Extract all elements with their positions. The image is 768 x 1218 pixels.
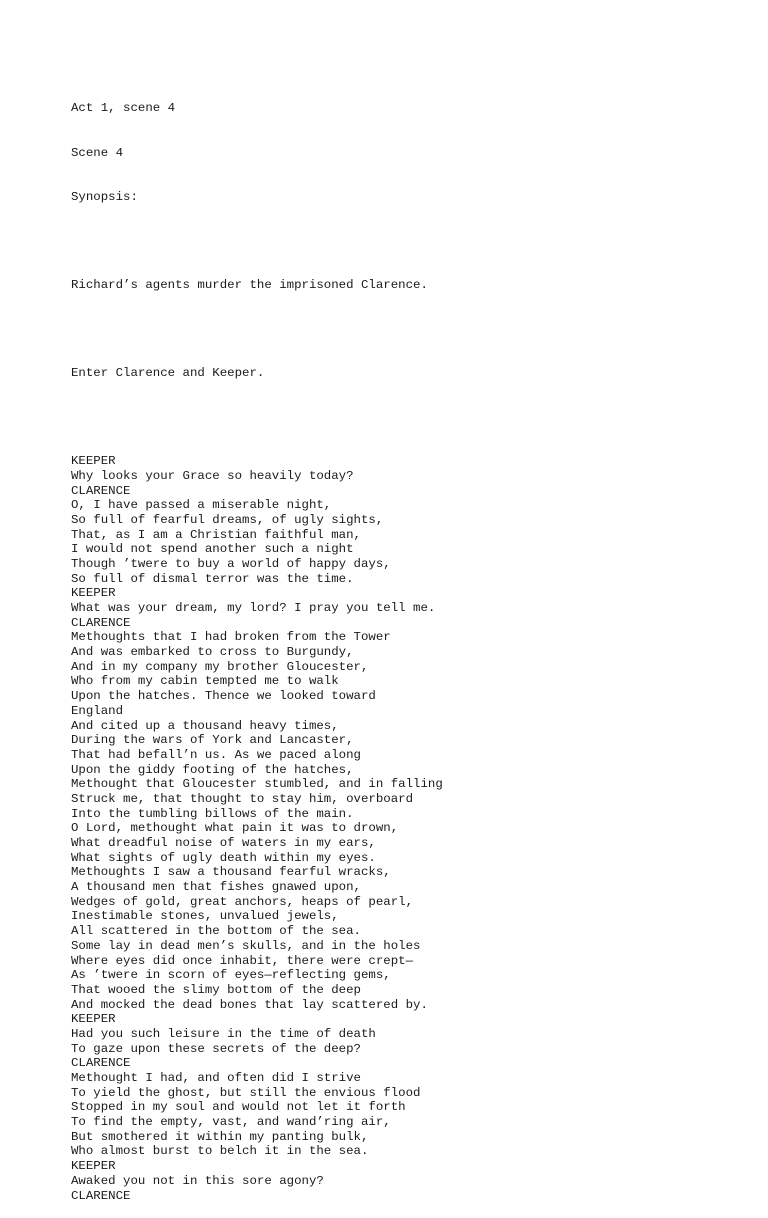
verse-line: Inestimable stones, unvalued jewels, [71, 909, 339, 924]
verse-line: Some lay in dead men’s skulls, and in the holes [71, 938, 421, 953]
stage-direction: Enter Clarence and Keeper. [71, 365, 265, 380]
speaker-name: KEEPER [71, 586, 116, 601]
speaker-name: KEEPER [71, 1159, 116, 1174]
verse-line: So full of dismal terror was the time. [71, 571, 354, 586]
verse-line: Methought I had, and often did I strive [71, 1071, 361, 1086]
verse-line: Into the tumbling billows of the main. [71, 806, 354, 821]
verse-line: England [71, 703, 124, 718]
verse-line: Upon the giddy footing of the hatches, [71, 762, 354, 777]
verse-line: Stopped in my soul and would not let it forth [71, 1100, 406, 1115]
verse-line: What was your dream, my lord? I pray you tell me. [71, 601, 436, 616]
verse-line: Who almost burst to belch it in the sea. [71, 1144, 369, 1159]
verse-line: All scattered in the bottom of the sea. [71, 924, 361, 939]
verse-line: Who from my cabin tempted me to walk [71, 674, 339, 689]
verse-line: O Lord, methought what pain it was to drown, [71, 821, 399, 836]
act-scene-heading: Act 1, scene 4 [71, 101, 176, 116]
scene-heading: Scene 4 [71, 145, 124, 160]
verse-line: Where eyes did once inhabit, there were crept— [71, 953, 414, 968]
verse-line: Methought that Gloucester stumbled, and in falling [71, 777, 443, 792]
verse-line: So full of fearful dreams, of ugly sights, [71, 512, 384, 527]
verse-line: Struck me, that thought to stay him, overboard [71, 791, 414, 806]
verse-line: A thousand men that fishes gnawed upon, [71, 880, 361, 895]
blank-line [71, 322, 443, 337]
verse-line: Though ’twere to buy a world of happy days, [71, 556, 391, 571]
speaker-name: CLARENCE [71, 615, 131, 630]
verse-line: Methoughts I saw a thousand fearful wracks, [71, 865, 391, 880]
verse-line: That wooed the slimy bottom of the deep [71, 982, 361, 997]
dialogue-block [71, 454, 443, 1203]
verse-line: To gaze upon these secrets of the deep? [71, 1041, 361, 1056]
speaker-name: CLARENCE [71, 1056, 131, 1071]
verse-line: That had befall’n us. As we paced along [71, 747, 361, 762]
verse-line: That, as I am a Christian faithful man, [71, 527, 361, 542]
verse-line: But smothered it within my panting bulk, [71, 1129, 369, 1144]
verse-line: Why looks your Grace so heavily today? [71, 468, 354, 483]
verse-line: And cited up a thousand heavy times, [71, 718, 339, 733]
verse-line: During the wars of York and Lancaster, [71, 733, 354, 748]
verse-line: And in my company my brother Gloucester, [71, 659, 369, 674]
verse-line: To find the empty, vast, and wand’ring air, [71, 1115, 391, 1130]
verse-line: Awaked you not in this sore agony? [71, 1173, 324, 1188]
verse-line: I would not spend another such a night [71, 542, 354, 557]
speaker-name: CLARENCE [71, 483, 131, 498]
verse-line: Had you such leisure in the time of death [71, 1026, 376, 1041]
verse-line: And was embarked to cross to Burgundy, [71, 645, 354, 660]
speaker-name: CLARENCE [71, 1188, 131, 1203]
verse-line: Wedges of gold, great anchors, heaps of pearl, [71, 894, 414, 909]
synopsis-label: Synopsis: [71, 189, 138, 204]
verse-line: O, I have passed a miserable night, [71, 498, 332, 513]
verse-line: What sights of ugly death within my eyes. [71, 850, 376, 865]
verse-line: And mocked the dead bones that lay scattered by. [71, 997, 428, 1012]
play-text-document [71, 72, 443, 1218]
synopsis-text: Richard’s agents murder the imprisoned Clarence. [71, 277, 428, 292]
blank-line [71, 234, 443, 249]
verse-line: Upon the hatches. Thence we looked toward [71, 689, 376, 704]
speaker-name: KEEPER [71, 1012, 116, 1027]
verse-line: To yield the ghost, but still the envious flood [71, 1085, 421, 1100]
speaker-name: KEEPER [71, 454, 116, 469]
verse-line: Methoughts that I had broken from the Tower [71, 630, 391, 645]
verse-line: What dreadful noise of waters in my ears, [71, 836, 376, 851]
verse-line: As ’twere in scorn of eyes—reflecting gems, [71, 968, 391, 983]
blank-line [71, 410, 443, 425]
